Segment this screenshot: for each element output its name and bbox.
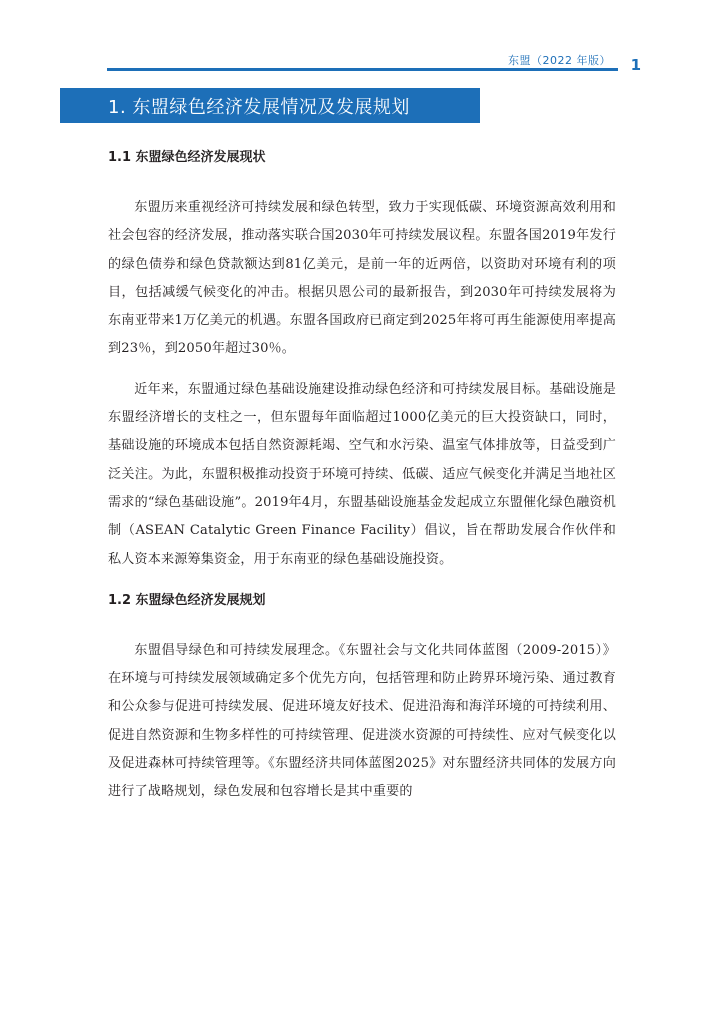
paragraph: 东盟历来重视经济可持续发展和绿色转型，致力于实现低碳、环境资源高效利用和社会包容的经济发展，推动落实联合国2030年可持续发展议程。东盟各国2019年发行的绿色债券和绿色贷款额达到81亿美元，是前一年的近两倍，以资助对环境有利的项目，包括减缓气候变化的冲击。根据贝恩公司的最新报告，到2030年可持续发展将为东南亚带来1万亿美元的机遇。东盟各国政府已商定到2025年将可再生能源使用率提高到23％，到2050年超过30％。 [108,200,617,357]
chapter-title: 1. 东盟绿色经济发展情况及发展规划 [108,96,410,118]
section-title-1-2: 1.2 东盟绿色经济发展规划 [108,592,266,608]
paragraph: 东盟倡导绿色和可持续发展理念。《东盟社会与文化共同体蓝图（2009-2015）》在环境与可持续发展领域确定多个优先方向，包括管理和防止跨界环境污染、通过教育和公众参与促进可持续发展、促进环境友好技术、促进沿海和海洋环境的可持续利用、促进自然资源和生物多样性的可持续管理、促进淡水资源的可持续性、应对气候变化以及促进森林可持续管理等。《东盟经济共同体蓝图2025》对东盟经济共同体的发展方向进行了战略规划，绿色发展和包容增长是其中重要的 [108,642,616,800]
body-content [108,147,616,807]
running-header-title: 东盟（2022 年版） [508,54,611,67]
page-number: 1 [630,56,641,74]
section-title-1-1: 1.1 东盟绿色经济发展现状 [108,150,266,165]
header-rule [107,68,618,71]
paragraph: 近年来，东盟通过绿色基础设施建设推动绿色经济和可持续发展目标。基础设施是东盟经济增长的支柱之一，但东盟每年面临超过1000亿美元的巨大投资缺口，同时，基础设施的环境成本包括自然资源耗竭、空气和水污染、温室气体排放等，日益受到广泛关注。为此，东盟积极推动投资于环境可持续、低碳、适应气候变化并满足当地社区需求的“绿色基础设施”。2019年4月，东盟基础设施基金发起成立东盟催化绿色融资机制（ASEAN Catalytic Green Finance Facility）倡议，旨在帮助发展合作伙伴和私人资本来源筹集资金，用于东南亚的绿色基础设施投资。 [108,381,616,567]
chapter-title-banner [60,88,480,123]
